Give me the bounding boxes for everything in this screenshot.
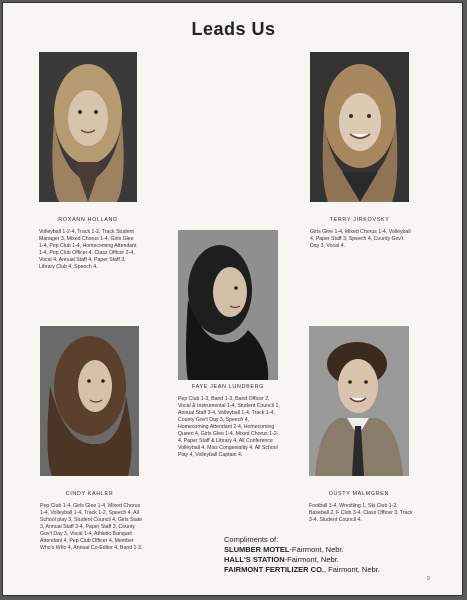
- page-number: 9: [427, 576, 430, 582]
- student-bio: Football 1-4, Wrestling 1, Ski Club 1-2, Baseball 2, F Club 3-4, Class Officer 3, Track 3-4, Student Council 4.: [309, 503, 413, 523]
- sponsor-location: -Fairmont, Nebr.: [289, 545, 344, 554]
- student-name: ROXANN HOLLAND: [58, 217, 118, 223]
- student-bio: Pep Club 1-3, Band 1-3, Band Officer 2, Vocal & Instrumental 1-4, Student Council 1, Annual Staff 3-4, Volleyball 1-4, Track 1-4, County Gov't Day 3, Speech 4, Homecoming Attendant 2-4, Homecoming Queen 4, Girls Glee 1-4, Mixed Chorus 1-2-4, Paper Staff & Library 4, All Conference Volleyball 4, Miss Congeniality 4, All School Play 4, Volleyball Captain 4.: [178, 396, 280, 458]
- sponsor-name: SLUMBER MOTEL: [224, 545, 290, 554]
- student-name: TERRY JIRKOVSKY: [329, 217, 390, 223]
- sponsor-name: HALL'S STATION: [224, 555, 285, 564]
- student-bio: Girls Glee 1-4, Mixed Chorus 1-4, Volleyball 4, Paper Staff 3, Speech 4, County Gov't Day 3, Vocal 4.: [310, 229, 411, 249]
- compliments-header: Compliments of:: [224, 535, 279, 544]
- sponsor-line: [224, 555, 384, 565]
- student-photo-cindy: [40, 326, 139, 476]
- student-photo-roxann: [39, 52, 137, 202]
- sponsor-line: [224, 545, 384, 555]
- sponsor-compliments: [224, 535, 384, 575]
- student-photo-terry: [310, 52, 409, 202]
- student-bio: Volleyball 1-2-4, Track 1-2, Track Student Manager 3, Mixed Chorus 1-4, Girls Glee 1-4, Pep Club 1-4, Homecoming Attendant 1-4, Pep Club Officer 4, Class Officer 2-4, Vocal 4, Annual Staff 4, Paper Staff 3, Library Club 4, Speech 4.: [39, 229, 137, 270]
- sponsor-line: [224, 565, 384, 575]
- student-name: CINDY KAHLER: [65, 491, 114, 497]
- sponsor-location: -Fairmont, Nebr.: [284, 555, 339, 564]
- student-name: DUSTY MALMGREN: [328, 491, 390, 497]
- sponsor-name: FAIRMONT FERTILIZER CO.: [224, 565, 324, 574]
- yearbook-page: [2, 2, 463, 596]
- student-photo-faye: [178, 230, 278, 380]
- student-name: FAYE JEAN LUNDBERG: [191, 384, 265, 390]
- student-photo-dusty: [309, 326, 409, 476]
- student-bio: Pep Club 1-4, Girls Glee 1-4, Mixed Chorus 1-4, Volleyball 1-4, Track 1-2, Speech 4, All School play 3, Student Council 4, Girls State 3, Annual Staff 3-4, Paper Staff 3, County Gov't Day 3, Vocal 1-4, Athletic Banquet Attendant 4, Pep Club Officer 4, Member Who's Who 4, Annual Co-Editor 4, Band 1-3.: [40, 503, 143, 551]
- page-title: Leads Us: [191, 19, 276, 39]
- sponsor-location: , Fairmont, Nebr.: [324, 565, 380, 574]
